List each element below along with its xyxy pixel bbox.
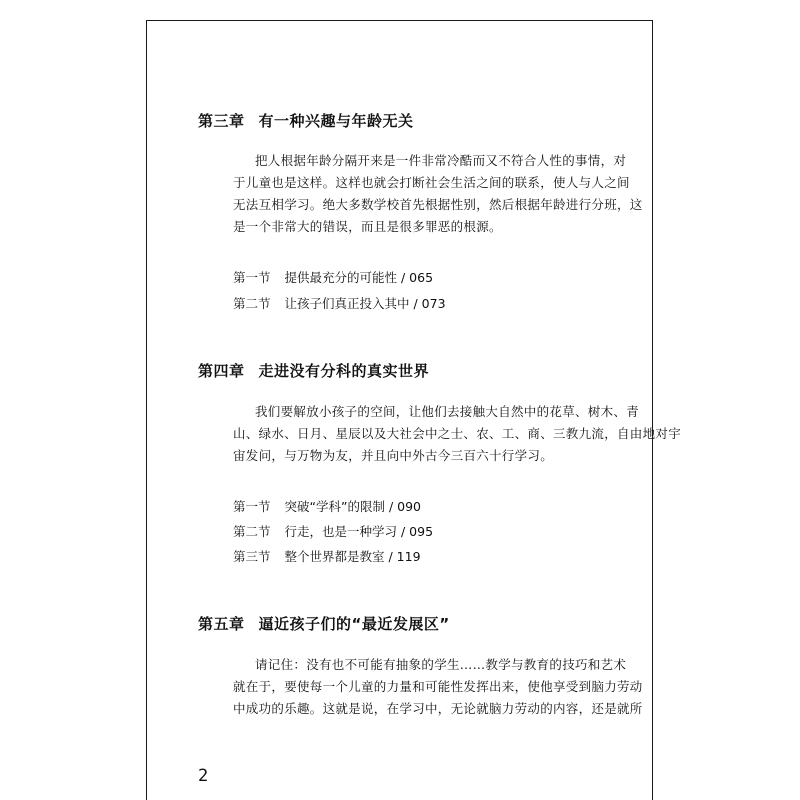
intro-line: 中成功的乐趣。这就是说，在学习中，无论就脑力劳动的内容，还是就所 [233,701,643,716]
intro-line: 我们要解放小孩子的空间，让他们去接触大自然中的花草、树木、青 [255,404,640,419]
section-title: 突破“学科”的限制 / 090 [284,499,421,514]
toc-entry[interactable] [233,294,446,312]
page-number: 2 [198,766,209,786]
chapter-heading [198,360,429,381]
intro-line: 是一个非常大的错误，而且是很多罪恶的根源。 [233,219,502,234]
intro-line: 请记住：没有也不可能有抽象的学生……教学与教育的技巧和艺术 [255,657,627,672]
chapter-title: 走进没有分科的真实世界 [258,362,430,380]
intro-line: 于儿童也是这样。这样也就会打断社会生活之间的联系，使人与人之间 [233,175,630,190]
section-number: 第二节 [233,296,271,311]
toc-entry[interactable] [233,547,421,565]
section-title: 行走，也是一种学习 / 095 [284,524,434,539]
chapter-intro [233,654,643,720]
section-title: 提供最充分的可能性 / 065 [284,270,434,285]
chapter-heading [198,110,414,131]
chapter-intro [233,150,643,238]
toc-entry[interactable] [233,268,433,286]
toc-entry[interactable] [233,522,433,540]
intro-line: 山、绿水、日月、星辰以及大社会中之士、农、工、商、三教九流，自由地对宇 [233,426,682,441]
intro-line: 宙发问，与万物为友，并且向中外古今三百六十行学习。 [233,448,554,463]
section-title: 让孩子们真正投入其中 / 073 [284,296,446,311]
intro-line: 就在于，要使每一个儿童的力量和可能性发挥出来，使他享受到脑力劳动 [233,679,643,694]
intro-line: 把人根据年龄分隔开来是一件非常冷酷而又不符合人性的事情，对 [255,153,627,168]
toc-entry[interactable] [233,497,421,515]
chapter-number: 第五章 [198,615,245,633]
section-number: 第一节 [233,270,271,285]
chapter-title: 逼近孩子们的“最近发展区” [258,615,450,633]
section-number: 第一节 [233,499,271,514]
chapter-number: 第三章 [198,112,245,130]
section-number: 第三节 [233,549,271,564]
chapter-number: 第四章 [198,362,245,380]
intro-line: 无法互相学习。绝大多数学校首先根据性别，然后根据年龄进行分班，这 [233,197,643,212]
section-number: 第二节 [233,524,271,539]
section-title: 整个世界都是教室 / 119 [284,549,421,564]
chapter-title: 有一种兴趣与年龄无关 [258,112,414,130]
chapter-intro [233,401,682,467]
chapter-heading [198,613,450,634]
